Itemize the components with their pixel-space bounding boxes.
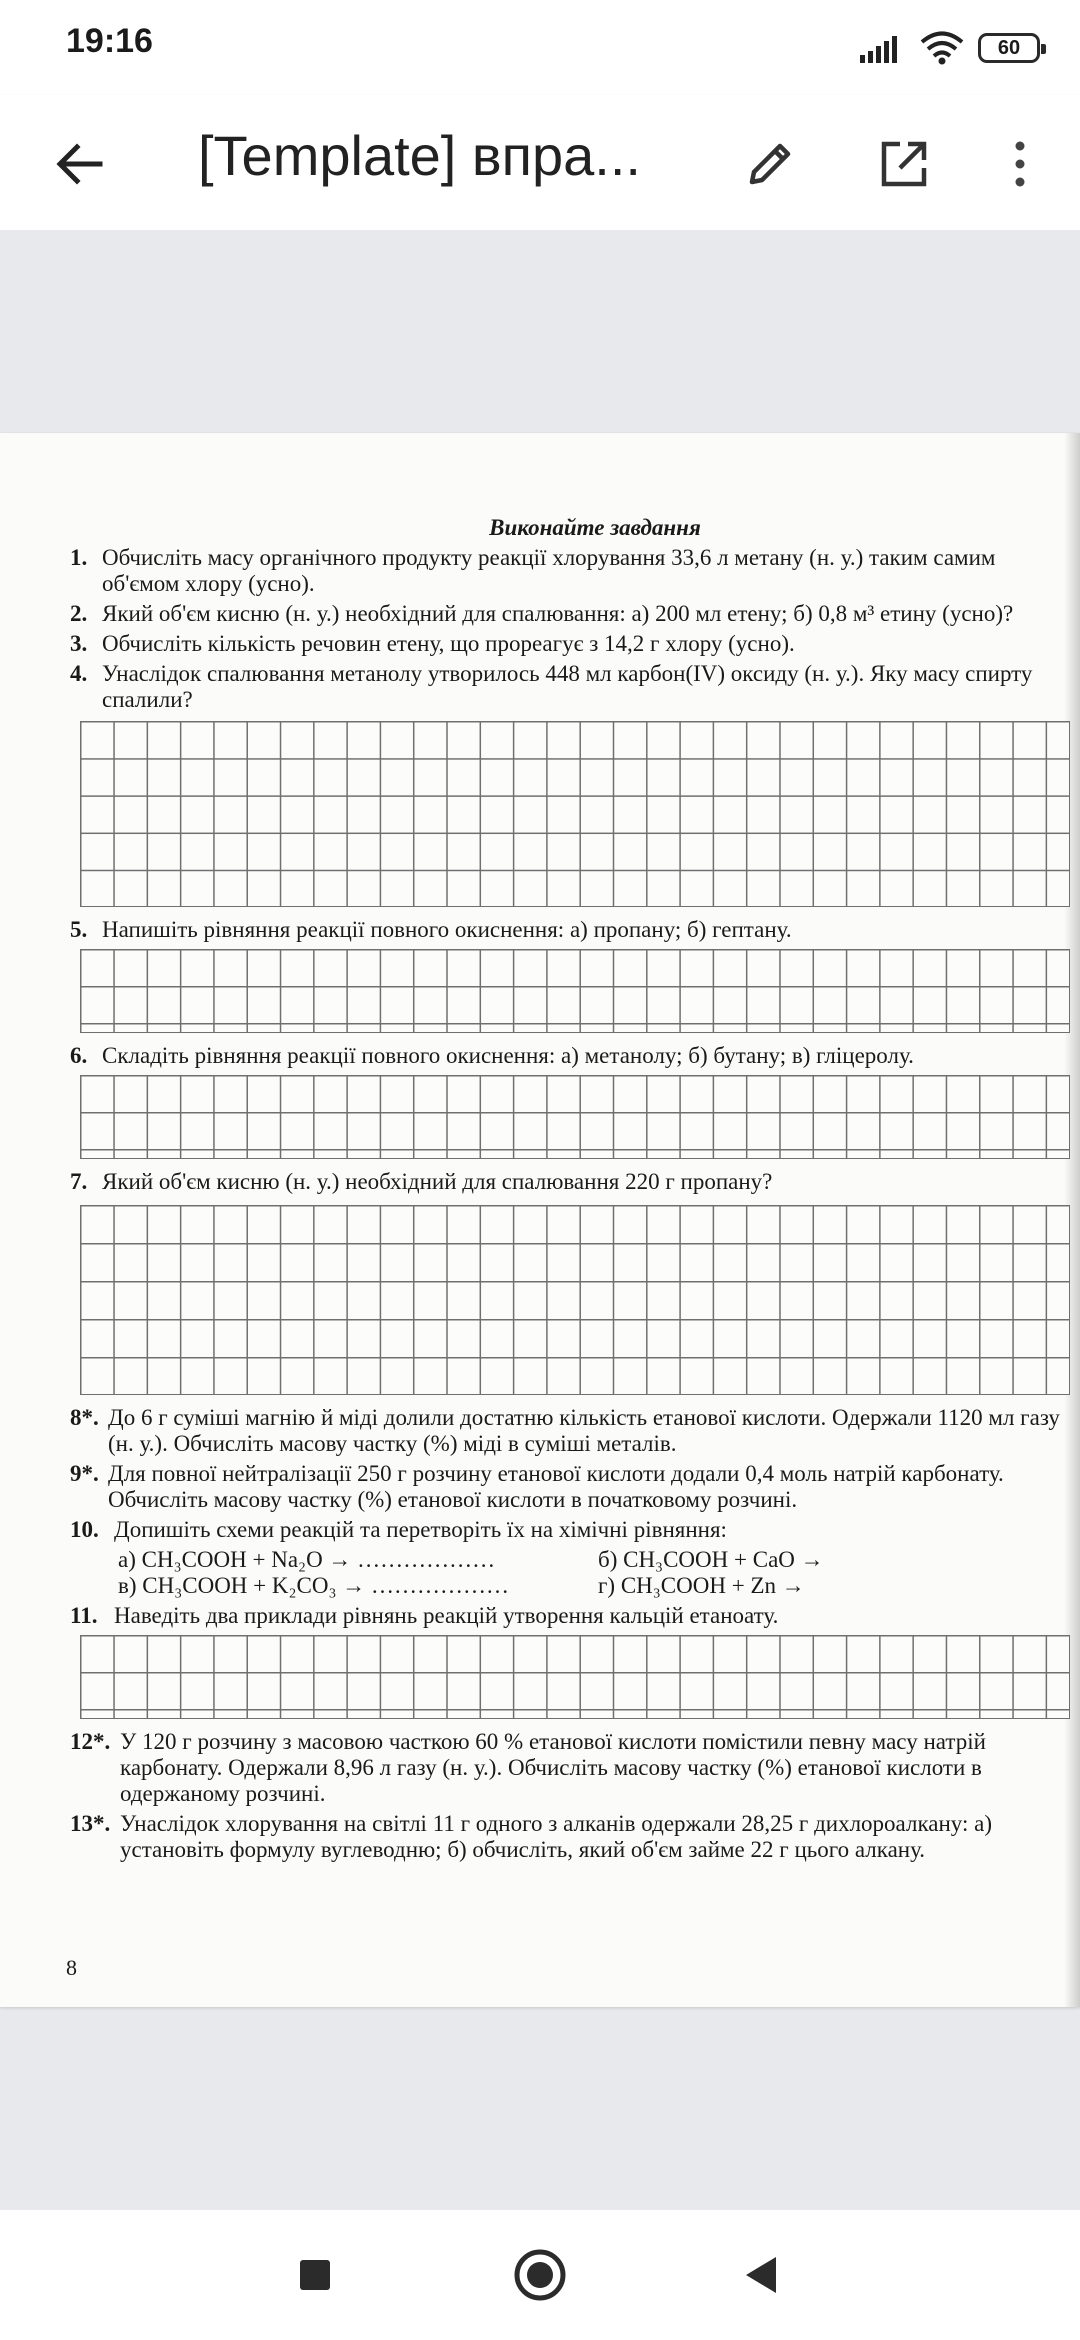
open-external-button[interactable]: [869, 129, 939, 199]
task-number: 5.: [70, 917, 88, 942]
back-nav-button[interactable]: [720, 2235, 800, 2315]
task-3: [70, 631, 1060, 657]
edit-button[interactable]: [735, 129, 805, 199]
task-13: [70, 1811, 1060, 1863]
task-number: 2.: [70, 601, 88, 626]
task-10: [70, 1517, 1060, 1543]
task-number: 10.: [70, 1517, 99, 1542]
document-viewer[interactable]: [0, 230, 1080, 2210]
task-text: Складіть рівняння реакції повного окиснення: а) метанолу; б) бутану; в) гліцеролу.: [102, 1043, 914, 1068]
pencil-icon: [742, 136, 798, 192]
task-7: [70, 1169, 1060, 1195]
task-text: Обчисліть кількість речовин етену, що прореагує з 14,2 г хлору (усно).: [102, 631, 795, 656]
more-vert-icon: [1005, 136, 1035, 192]
reaction-schemes: [70, 1547, 1060, 1599]
square-icon: [298, 2258, 332, 2292]
task-text: Обчисліть масу органічного продукту реакції хлорування 33,6 л метану (н. у.) таким самим об'ємом хлору (усно).: [102, 545, 996, 596]
task-text: Напишіть рівняння реакції повного окиснення: а) пропану; б) гептану.: [102, 917, 792, 942]
task-11: [70, 1603, 1060, 1629]
task-6: [70, 1043, 1060, 1069]
scanned-page: [0, 433, 1080, 2007]
answer-grid-task-11: [80, 1635, 1070, 1719]
home-circle-icon: [513, 2248, 567, 2302]
task-text: Наведіть два приклади рівнянь реакцій утворення кальцій етаноату.: [114, 1603, 779, 1628]
task-number: 9*.: [70, 1461, 99, 1486]
status-bar: [0, 0, 1080, 95]
status-time: 19:16: [66, 22, 153, 60]
task-number: 1.: [70, 545, 88, 570]
task-8: [70, 1405, 1060, 1457]
task-1: [70, 545, 1060, 597]
task-5: [70, 917, 1060, 943]
battery-icon: [978, 33, 1040, 63]
page-number: 8: [66, 1955, 77, 1980]
answer-grid-task-6: [80, 1075, 1070, 1159]
task-text: Унаслідок хлорування на світлі 11 г одного з алканів одержали 28,25 г дихлороалкану: а) установіть формулу вуглеводню; б) обчисліть, який об'єм займе 22 г цього алкану.: [120, 1811, 992, 1862]
reaction-a: а) CH₃COOH + Na₂O → ………………: [118, 1547, 496, 1572]
back-arrow-icon: [52, 137, 106, 191]
task-2: [70, 601, 1060, 627]
task-number: 3.: [70, 631, 88, 656]
task-text: До 6 г суміші магнію й міді долили достатню кількість етанової кислоти. Одержали 1120 мл газу (н. у.). Обчисліть масову частку (%) міді в суміші металів.: [108, 1405, 1060, 1456]
task-12: [70, 1729, 1060, 1807]
home-button[interactable]: [500, 2235, 580, 2315]
back-button[interactable]: [44, 129, 114, 199]
answer-grid-task-7: [80, 1205, 1070, 1395]
task-number: 8*.: [70, 1405, 99, 1430]
reaction-g: г) CH₃COOH + Zn →: [598, 1573, 805, 1598]
answer-grid-task-4: [80, 721, 1070, 907]
battery-level: 60: [997, 36, 1021, 59]
task-number: 11.: [70, 1603, 98, 1628]
reaction-b: б) CH₃COOH + CaO →: [598, 1547, 824, 1572]
task-4: [70, 661, 1060, 713]
document-title: [Template] впра...: [198, 124, 641, 187]
task-number: 4.: [70, 661, 88, 686]
signal-icon: [860, 33, 906, 63]
triangle-back-icon: [740, 2254, 780, 2296]
task-text: Допишіть схеми реакцій та перетворіть їх на хімічні рівняння:: [114, 1517, 727, 1542]
app-bar: [0, 95, 1080, 230]
wifi-icon: [920, 31, 964, 65]
more-options-button[interactable]: [985, 129, 1055, 199]
worksheet: [70, 515, 1060, 1867]
recents-button[interactable]: [275, 2235, 355, 2315]
task-text: У 120 г розчину з масовою часткою 60 % етанової кислоти помістили певну масу натрій карбонату. Одержали 8,96 л газу (н. у.). Обчисліть масову частку (%) етанової кислоти в одержаному розчині.: [120, 1729, 986, 1806]
task-text: Який об'єм кисню (н. у.) необхідний для спалювання: а) 200 мл етену; б) 0,8 м³ етину (усно)?: [102, 601, 1014, 626]
task-text: Який об'єм кисню (н. у.) необхідний для спалювання 220 г пропану?: [102, 1169, 773, 1194]
worksheet-heading: Виконайте завдання: [489, 515, 701, 540]
task-number: 6.: [70, 1043, 88, 1068]
task-9: [70, 1461, 1060, 1513]
open-in-new-icon: [876, 136, 932, 192]
navigation-bar: [0, 2210, 1080, 2340]
task-number: 12*.: [70, 1729, 111, 1754]
answer-grid-task-5: [80, 949, 1070, 1033]
task-text: Для повної нейтралізації 250 г розчину етанової кислоти додали 0,4 моль натрій карбонату. Обчисліть масову частку (%) етанової кислоти в початковому розчині.: [108, 1461, 1004, 1512]
reaction-v: в) CH₃COOH + K₂CO₃ → ………………: [118, 1573, 509, 1598]
task-text: Унаслідок спалювання метанолу утворилось 448 мл карбон(IV) оксиду (н. у.). Яку масу спирту спалили?: [102, 661, 1033, 712]
status-icons: [860, 28, 1040, 68]
task-number: 13*.: [70, 1811, 111, 1836]
task-number: 7.: [70, 1169, 88, 1194]
